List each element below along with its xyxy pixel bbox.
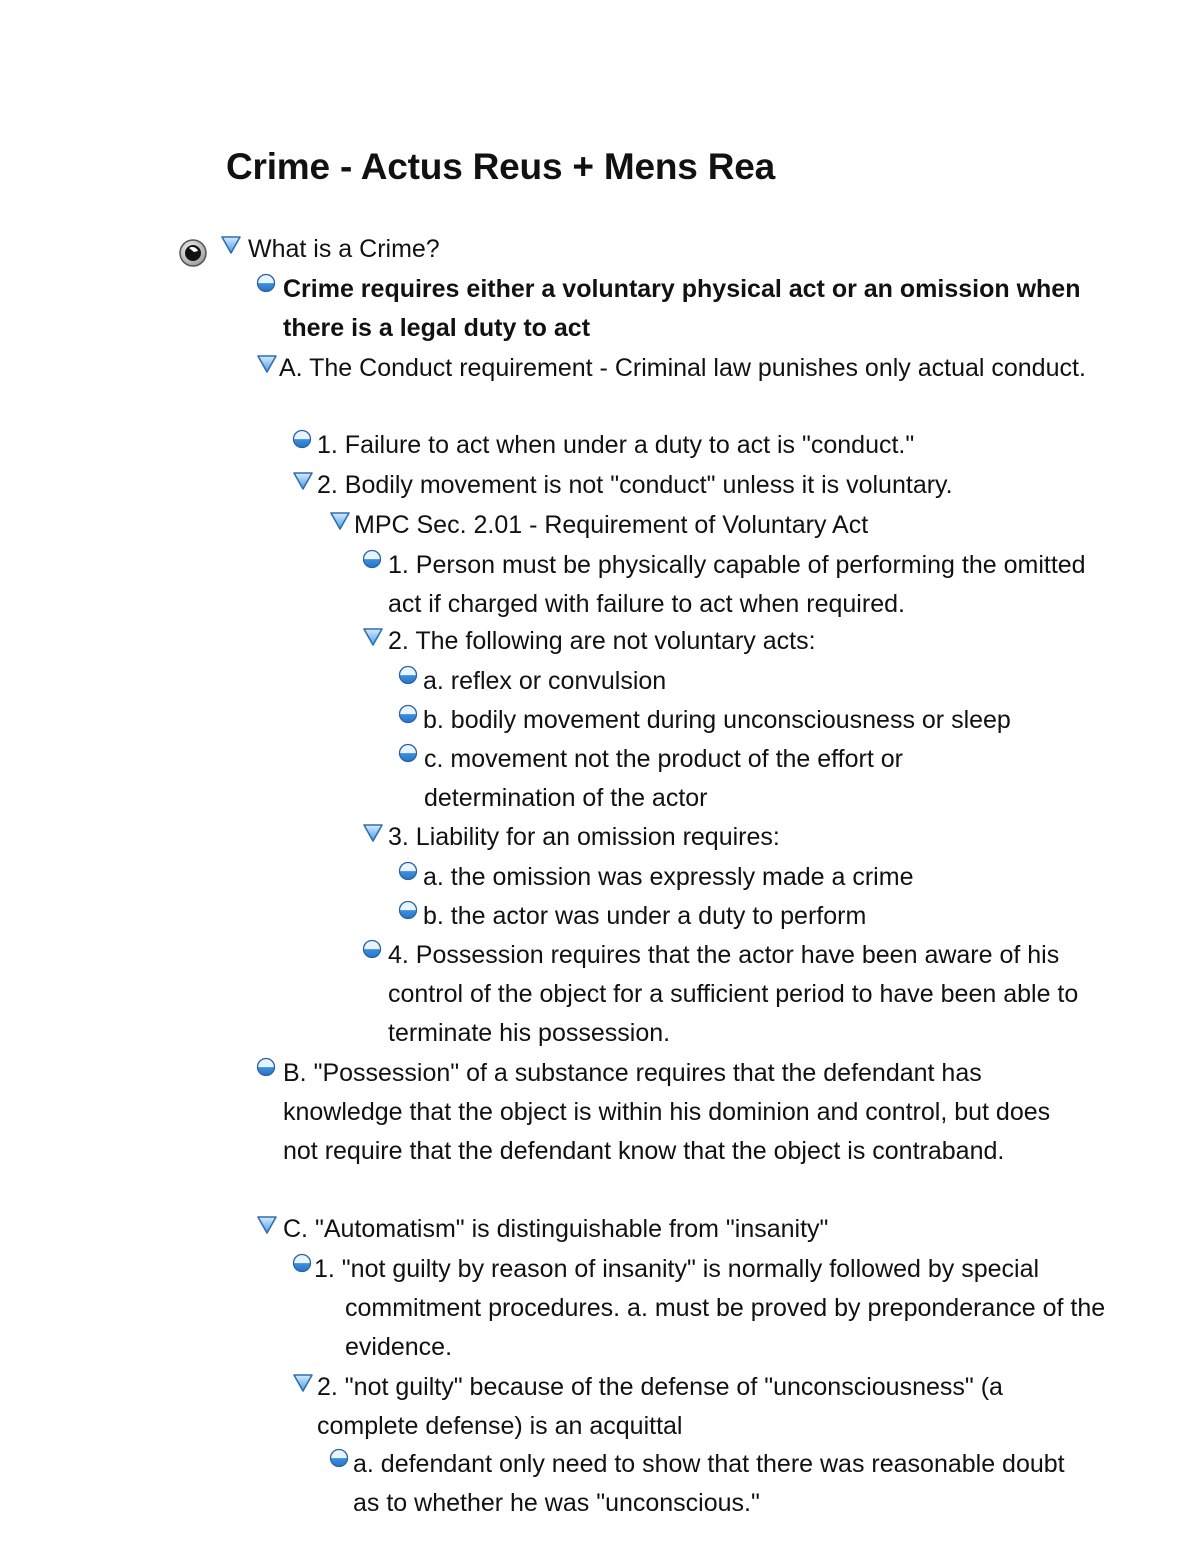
bullet-icon xyxy=(398,900,418,920)
outline-item-text: 2. The following are not voluntary acts: xyxy=(388,627,816,655)
outline-item[interactable] xyxy=(388,818,1088,857)
outline-item-text: 4. Possession requires that the actor have been aware of his control of the object for a sufficient period to have been able to terminate his possession. xyxy=(388,941,1079,1047)
bullet-icon xyxy=(362,939,382,959)
bullet-icon xyxy=(256,273,276,293)
triangle-icon[interactable] xyxy=(292,471,314,491)
outline-item-text: What is a Crime? xyxy=(248,235,440,263)
outline-item[interactable] xyxy=(388,622,1088,661)
outline-item[interactable] xyxy=(283,270,1113,348)
outline-item[interactable] xyxy=(353,1445,1073,1523)
outline-item-text: 2. Bodily movement is not "conduct" unless it is voluntary. xyxy=(317,471,953,499)
outline-item-text: MPC Sec. 2.01 - Requirement of Voluntary Act xyxy=(354,511,869,539)
outline-item[interactable] xyxy=(423,858,1123,897)
outline-item[interactable] xyxy=(279,349,1112,388)
outline-item[interactable] xyxy=(248,230,1148,269)
triangle-icon[interactable] xyxy=(362,823,384,843)
outline-item-text: 1. Failure to act when under a duty to act is "conduct." xyxy=(317,431,915,459)
outline-item-text: b. the actor was under a duty to perform xyxy=(423,902,867,930)
outline-item[interactable] xyxy=(283,1054,1073,1171)
outline-item-text: 3. Liability for an omission requires: xyxy=(388,823,780,851)
triangle-icon[interactable] xyxy=(256,354,278,374)
outline-item-text: B. "Possession" of a substance requires that the defendant has knowledge that the object is within his dominion and control, but does not require that the defendant know that the object is contraband. xyxy=(283,1059,1051,1165)
outline-item-text: c. movement not the product of the effort or determination of the actor xyxy=(424,745,903,812)
triangle-icon[interactable] xyxy=(362,627,384,647)
outline-item-text: b. bodily movement during unconsciousness or sleep xyxy=(423,706,1011,734)
triangle-icon[interactable] xyxy=(329,511,351,531)
outline-item-text: a. reflex or convulsion xyxy=(423,667,667,695)
outline-item[interactable] xyxy=(388,546,1088,624)
outline-item-text: 1. Person must be physically capable of performing the omitted act if charged with failure to act when required. xyxy=(388,551,1086,618)
outline-item[interactable] xyxy=(423,701,1123,740)
outline-item[interactable] xyxy=(354,506,1134,545)
outline-item[interactable] xyxy=(317,426,1117,465)
outline-item-text: C. "Automatism" is distinguishable from "insanity" xyxy=(283,1215,829,1243)
outline-item[interactable] xyxy=(317,466,1117,505)
outline-item[interactable] xyxy=(388,936,1123,1053)
outline-item-text: A. The Conduct requirement - Criminal law punishes only actual conduct. xyxy=(279,354,1086,382)
outline-item[interactable] xyxy=(314,1250,1160,1367)
outline-item-text: Crime requires either a voluntary physical act or an omission when there is a legal duty to act xyxy=(283,275,1081,342)
triangle-icon[interactable] xyxy=(256,1215,278,1235)
outline-item[interactable] xyxy=(423,897,1123,936)
bullet-icon xyxy=(292,1253,312,1273)
bullet-icon xyxy=(329,1448,349,1468)
bullet-icon xyxy=(398,743,418,763)
outline-item[interactable] xyxy=(283,1210,1083,1249)
outline-item-text: 2. "not guilty" because of the defense of "unconsciousness" (a complete defense) is an acquittal xyxy=(317,1373,1003,1440)
outline-item[interactable] xyxy=(424,740,984,818)
outline-item-text: a. the omission was expressly made a crime xyxy=(423,863,914,891)
bullet-icon xyxy=(256,1057,276,1077)
outline-item[interactable] xyxy=(317,1368,1077,1446)
bullet-icon xyxy=(362,549,382,569)
outline-item-text: a. defendant only need to show that there was reasonable doubt as to whether he was "unconscious." xyxy=(353,1450,1065,1517)
bullet-icon xyxy=(398,665,418,685)
outline-item[interactable] xyxy=(423,662,1123,701)
outline-item-text: 1. "not guilty by reason of insanity" is normally followed by special commitment procedures. a. must be proved by preponderance of the evidence. xyxy=(314,1255,1106,1361)
bullet-icon xyxy=(398,704,418,724)
document-title: Crime - Actus Reus + Mens Rea xyxy=(226,146,776,187)
triangle-icon[interactable] xyxy=(292,1373,314,1393)
outline-status-icon[interactable] xyxy=(178,238,208,268)
bullet-icon xyxy=(398,861,418,881)
bullet-icon xyxy=(292,429,312,449)
triangle-icon[interactable] xyxy=(220,235,242,255)
